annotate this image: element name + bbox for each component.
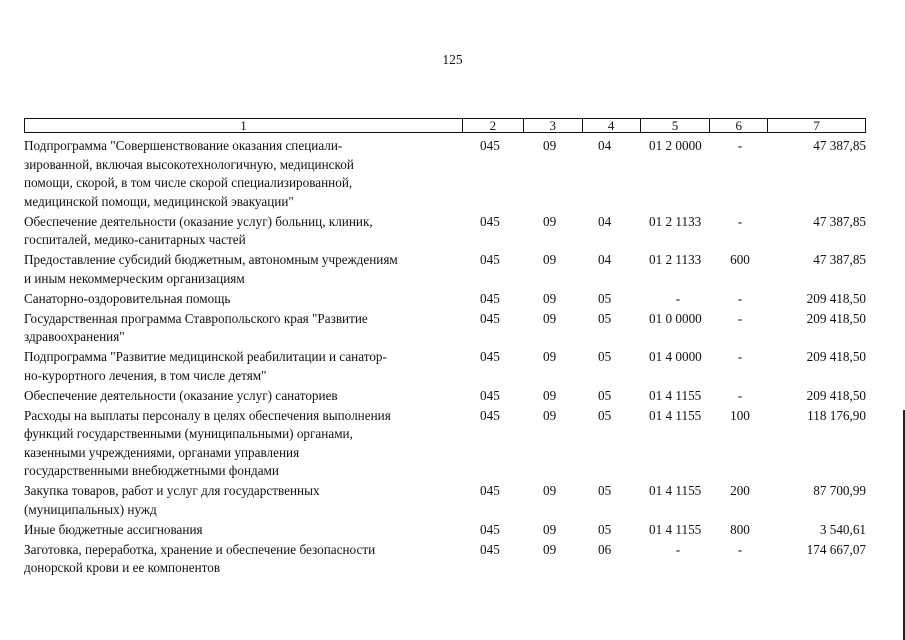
code-vr: 100: [730, 407, 750, 423]
code-rz: 09: [543, 521, 557, 537]
row-name: [24, 407, 463, 481]
row-name: [24, 213, 463, 250]
table-row: [24, 290, 866, 309]
code-pr: 05: [598, 521, 612, 537]
code-csr: 01 4 1155: [649, 483, 702, 498]
code-csr: -: [675, 290, 681, 306]
row-name: [24, 310, 463, 347]
table-row: [24, 310, 866, 347]
row-name: [24, 251, 463, 288]
amount: 209 418,50: [806, 310, 866, 326]
row-name-line: Предоставление субсидий бюджетным, автономным учреждениям: [24, 252, 398, 267]
amount: 47 387,85: [813, 252, 866, 267]
code-vr: -: [737, 290, 743, 306]
code-csr: -: [675, 541, 681, 557]
code-vr: 200: [730, 483, 750, 498]
code-vr: 800: [730, 521, 750, 537]
code-csr: 01 4 1155: [649, 407, 702, 423]
code-grbs: 045: [480, 521, 500, 537]
table-row: [24, 521, 866, 540]
row-name-line: Подпрограмма "Развитие медицинской реабилитации и санатор-: [24, 349, 387, 364]
table-row: [24, 482, 866, 519]
code-vr: -: [737, 387, 743, 403]
code-csr: 01 4 0000: [649, 349, 702, 364]
code-pr: 04: [598, 252, 612, 267]
row-name-line: Закупка товаров, работ и услуг для государственных: [24, 483, 320, 498]
row-name-line: Иные бюджетные ассигнования: [24, 521, 203, 537]
table-row: [24, 407, 866, 481]
column-header-4: 4: [583, 119, 641, 132]
row-name-line: (муниципальных) нужд: [24, 501, 157, 517]
row-name-line: функций государственными (муниципальными) органами,: [24, 426, 353, 441]
code-grbs: 045: [480, 252, 500, 267]
column-header-1: 1: [25, 119, 463, 132]
code-csr: 01 2 1133: [649, 213, 702, 229]
row-name-line: Обеспечение деятельности (оказание услуг) санаториев: [24, 387, 338, 403]
row-name-line: госпиталей, медико-санитарных частей: [24, 232, 246, 247]
code-grbs: 045: [480, 387, 500, 403]
table-header: [24, 118, 866, 133]
code-vr: -: [737, 541, 743, 557]
amount: 209 418,50: [806, 349, 866, 364]
row-name-line: здравоохранения": [24, 329, 125, 344]
code-vr: -: [737, 213, 743, 229]
table-row: [24, 137, 866, 211]
column-header-7: 7: [813, 118, 820, 133]
code-pr: 05: [598, 310, 612, 326]
row-name-line: казенными учреждениями, органами управления: [24, 444, 300, 460]
code-rz: 09: [543, 541, 557, 557]
code-grbs: 045: [480, 541, 500, 557]
row-name-line: и иным некоммерческим организациям: [24, 270, 245, 286]
code-rz: 09: [543, 483, 557, 498]
row-name-line: Санаторно-оздоровительная помощь: [24, 290, 231, 306]
code-grbs: 045: [480, 290, 500, 306]
code-pr: 05: [598, 407, 612, 423]
code-vr: -: [737, 138, 743, 153]
code-pr: 05: [598, 290, 612, 306]
code-csr: 01 2 1133: [649, 252, 702, 267]
table-row: [24, 251, 866, 288]
row-name-line: Расходы на выплаты персоналу в целях обеспечения выполнения: [24, 407, 391, 423]
table-row: [24, 387, 866, 406]
table-body: [24, 137, 866, 579]
code-rz: 09: [543, 252, 557, 267]
row-name-line: Подпрограмма "Совершенствование оказания специали-: [24, 138, 343, 153]
amount: 118 176,90: [807, 407, 866, 423]
code-csr: 01 0 0000: [649, 310, 702, 326]
table-row: [24, 348, 866, 385]
column-header-6: 6: [710, 119, 768, 132]
code-vr: 600: [730, 252, 750, 267]
code-csr: 01 4 1155: [649, 387, 702, 403]
amount: 47 387,85: [813, 213, 866, 229]
code-rz: 09: [543, 213, 557, 229]
code-rz: 09: [543, 387, 557, 403]
amount: 209 418,50: [806, 290, 866, 306]
row-name: [24, 482, 463, 519]
column-header-5: 5: [641, 119, 711, 132]
amount: 209 418,50: [806, 387, 866, 403]
amount: 3 540,61: [819, 521, 866, 537]
row-name: [24, 348, 463, 385]
row-name: [24, 521, 463, 540]
page-number: 125: [442, 52, 463, 67]
code-pr: 04: [598, 213, 612, 229]
code-pr: 05: [598, 483, 612, 498]
row-name-line: Обеспечение деятельности (оказание услуг) больниц, клиник,: [24, 213, 373, 229]
row-name-line: Государственная программа Ставропольского края "Развитие: [24, 310, 368, 326]
amount: 47 387,85: [813, 138, 866, 153]
code-pr: 05: [598, 387, 612, 403]
row-name: [24, 541, 463, 578]
row-name-line: помощи, скорой, в том числе скорой специализированной,: [24, 175, 353, 190]
table-row: [24, 541, 866, 578]
code-pr: 06: [598, 541, 612, 557]
code-csr: 01 2 0000: [649, 138, 702, 153]
code-rz: 09: [543, 349, 557, 364]
row-name: [24, 290, 463, 309]
code-rz: 09: [543, 138, 557, 153]
row-name-line: зированной, включая высокотехнологичную, медицинской: [24, 156, 354, 172]
column-header-2: 2: [463, 119, 524, 132]
code-grbs: 045: [480, 213, 500, 229]
row-name-line: медицинской помощи, медицинской эвакуации": [24, 193, 294, 209]
code-vr: -: [737, 349, 743, 364]
code-rz: 09: [543, 407, 557, 423]
code-csr: 01 4 1155: [649, 521, 702, 537]
code-rz: 09: [543, 310, 557, 326]
code-vr: -: [737, 310, 743, 326]
row-name: [24, 137, 463, 211]
code-pr: 05: [598, 349, 612, 364]
code-grbs: 045: [480, 349, 500, 364]
code-grbs: 045: [480, 483, 500, 498]
row-name-line: но-курортного лечения, в том числе детям": [24, 367, 267, 383]
code-grbs: 045: [480, 407, 500, 423]
row-name-line: донорской крови и ее компонентов: [24, 560, 221, 575]
row-name: [24, 387, 463, 406]
code-rz: 09: [543, 290, 557, 306]
code-grbs: 045: [480, 310, 500, 326]
code-pr: 04: [598, 138, 612, 153]
column-header-3: 3: [524, 119, 583, 132]
code-grbs: 045: [480, 138, 500, 153]
row-name-line: государственными внебюджетными фондами: [24, 463, 279, 478]
row-name-line: Заготовка, переработка, хранение и обеспечение безопасности: [24, 541, 376, 557]
amount: 87 700,99: [813, 483, 866, 498]
table-row: [24, 213, 866, 250]
amount: 174 667,07: [806, 541, 866, 557]
